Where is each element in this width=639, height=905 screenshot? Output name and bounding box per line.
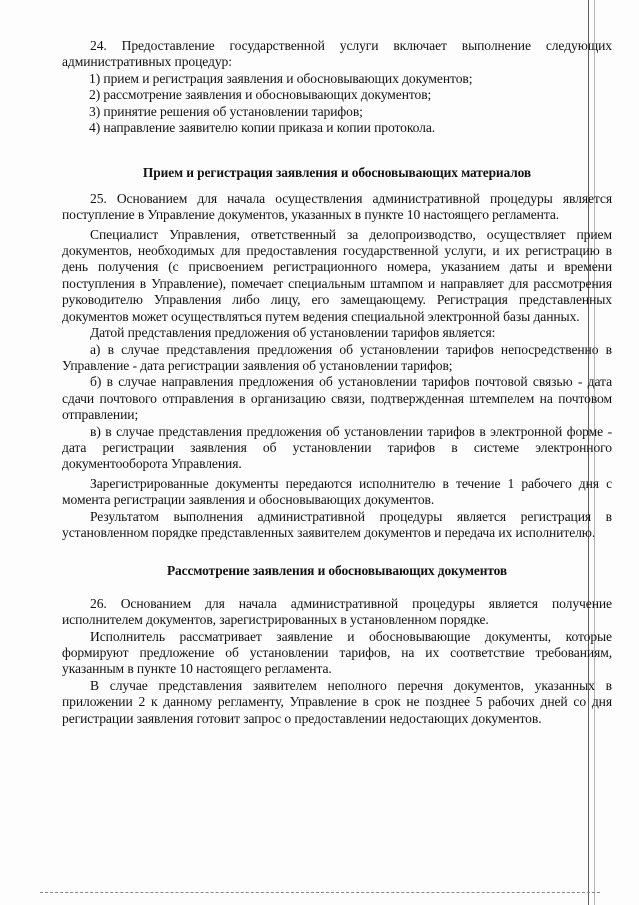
paragraph-incomplete: В случае представления заявителем неполного перечня документов, указанных в приложении 2 к данному регламенту, Управление в срок не позднее 5 рабочих дней со дня регистрации заявления готовит запрос о предоставлении недостающих документов. (62, 677, 612, 726)
bottom-dotted-line (40, 892, 600, 893)
paragraph-v: в) в случае представления предложения об установлении тарифов в электронной форме - дата регистрации заявления об установлении тарифов в системе электронного документооборота Управления. (62, 423, 612, 472)
paragraph-24-intro: 24. Предоставление государственной услуги включает выполнение следующих административных процедур: (62, 38, 612, 70)
paragraph-25: 25. Основанием для начала осуществления административной процедуры является поступление в Управление документов, указанных в пункте 10 настоящего регламента. (62, 190, 612, 223)
section-heading-reception: Прием и регистрация заявления и обосновывающих материалов (142, 165, 532, 181)
procedure-item: 2) рассмотрение заявления и обосновывающих документов; (89, 87, 432, 103)
paragraph-a: а) в случае представления предложения об установлении тарифов непосредственно в Управление - дата регистрации заявления об установлении тарифов; (62, 341, 612, 373)
paragraph-26: 26. Основанием для начала административной процедуры является получение исполнителем документов, зарегистрированных в установленном порядке. (62, 595, 612, 628)
paragraph-b: б) в случае направления предложения об установлении тарифов почтовой связью - дата сдачи почтового отправления в организацию связи, подтвержденная штемпелем на почтовом отправлении; (62, 374, 612, 423)
paragraph-executor: Исполнитель рассматривает заявление и обосновывающие документы, которые формируют предложение об установлении тарифов, на их соответствие требованиям, указанным в пункте 10 настоящего регламента. (62, 628, 612, 677)
paragraph-specialist: Специалист Управления, ответственный за делопроизводство, осуществляет прием документов, необходимых для предоставления государственной услуги, и их регистрацию в день получения (с присвоением регистрационного номера, указанием даты и времени поступления в Управление), помечает специальным штампом и направляет для рассмотрения руководителю Управления либо лицу, его замещающему. Регистрация представленных документов может осуществляться путем ведения специальной электронной базы данных. (62, 226, 612, 324)
document-body (62, 38, 612, 727)
paragraph-result: Результатом выполнения административной процедуры является регистрация в установленном порядке представленных заявителем документов и передача их исполнителю. (62, 508, 612, 540)
procedure-item: 4) направление заявителю копии приказа и копии протокола. (89, 120, 436, 136)
paragraph-registered: Зарегистрированные документы передаются исполнителю в течение 1 рабочего дня с момента регистрации заявления и обосновывающих документов. (62, 475, 612, 508)
procedure-item: 3) принятие решения об установлении тарифов; (89, 103, 363, 119)
paragraph-date: Датой представления предложения об установлении тарифов является: (90, 325, 496, 341)
procedure-item: 1) прием и регистрация заявления и обосновывающих документов; (89, 70, 473, 86)
section-heading-review: Рассмотрение заявления и обосновывающих документов (166, 563, 508, 579)
